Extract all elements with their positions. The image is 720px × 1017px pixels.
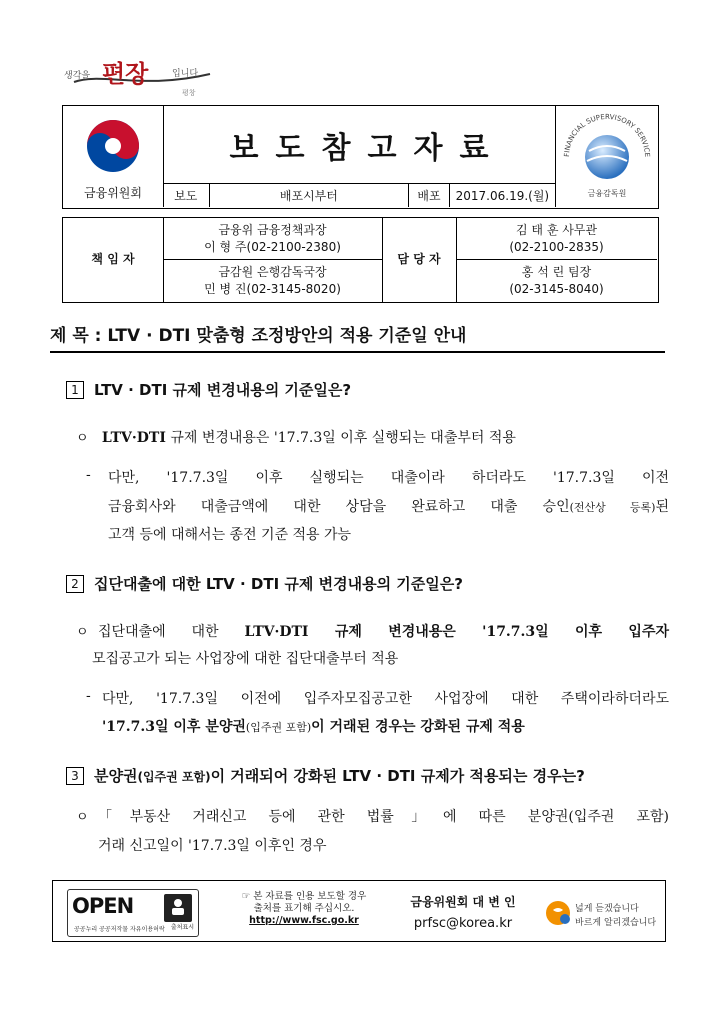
section-2-number: 2 xyxy=(66,575,84,593)
fss-name: 금융감독원 xyxy=(587,189,627,198)
section-3-question-small: (입주권 포함) xyxy=(137,770,211,784)
dash-icon: - xyxy=(86,467,91,483)
kogl-open-badge xyxy=(67,889,199,937)
cont2-name: 홍 석 린 팀장 xyxy=(521,264,592,279)
resp2-name-phone: 민 병 진(02-3145-8020) xyxy=(204,281,341,296)
release-value: 배포시부터 xyxy=(210,184,409,207)
responsible-person-1 xyxy=(163,218,382,259)
responsible-person-2 xyxy=(163,260,382,301)
notice-line2: 출처를 표기해 주십시오. xyxy=(253,903,355,914)
section-2-answer xyxy=(76,621,669,641)
section-2-sub-line2-a: '17.7.3일 이후 분양권 xyxy=(102,719,246,735)
bullet-icon: ㅇ xyxy=(76,810,89,825)
attribution-person-icon xyxy=(164,894,192,922)
cont1-name: 김 태 훈 사무관 xyxy=(516,222,597,237)
contact-person-2 xyxy=(456,260,657,301)
spokesperson-block xyxy=(403,891,523,935)
contact-label: 담 당 자 xyxy=(397,252,441,266)
release-label: 보도 xyxy=(163,184,210,207)
section-2-answer-bold: LTV·DTI 규제 변경내용은 '17.7.3일 이후 입주자 xyxy=(244,624,669,640)
spokesperson-title: 금융위원회 대 변 인 xyxy=(410,895,516,909)
section-2-sub-point xyxy=(86,688,669,708)
subject-heading: 제 목 : LTV · DTI 맞춤형 조정방안의 적용 기준일 안내 xyxy=(50,326,467,346)
section-2-answer-a: 집단대출에 대한 xyxy=(98,624,245,640)
section-2-question-text: 집단대출에 대한 LTV · DTI 규제 변경내용의 기준일은? xyxy=(94,575,463,593)
fss-logo-cell xyxy=(555,106,658,207)
slogan-small-text: 생각을 xyxy=(64,71,91,81)
open-label: OPEN xyxy=(72,894,134,918)
cont2-phone: (02-3145-8040) xyxy=(509,281,604,296)
slogan-sub-text: 입니다 xyxy=(172,69,199,79)
section-3-question xyxy=(66,765,585,786)
fsc-org-name: 금융위원회 xyxy=(84,186,142,200)
responsible-label: 책 임 자 xyxy=(91,252,135,266)
slogan-line2: 바르게 알리겠습니다 xyxy=(575,918,657,928)
section-2-question xyxy=(66,573,463,594)
citation-notice xyxy=(219,891,389,927)
fsc-website-link[interactable]: http://www.fsc.go.kr xyxy=(249,915,359,926)
resp1-name-phone: 이 형 주(02-2100-2380) xyxy=(204,239,341,254)
subject-underline xyxy=(50,351,665,353)
section-2-answer-line2: 모집공고가 되는 사업장에 대한 집단대출부터 적용 xyxy=(92,651,399,667)
dash-icon: - xyxy=(86,688,91,704)
resp2-dept: 금감원 은행감독국장 xyxy=(218,264,327,279)
slogan-line1: 넓게 듣겠습니다 xyxy=(575,904,639,914)
section-3-answer xyxy=(76,806,669,826)
section-2-sub-line2-b: 이 거래된 경우는 강화된 규제 적용 xyxy=(311,719,525,735)
section-1-sub-point xyxy=(86,467,669,487)
bullet-icon: ㅇ xyxy=(76,431,89,446)
section-2-sub-line2-small: (입주권 포함) xyxy=(245,721,312,734)
section-1-question xyxy=(66,379,351,400)
distribution-date: 2017.06.19.(월) xyxy=(455,189,550,203)
section-3-answer-line1: 「부동산 거래신고 등에 관한 법률」에 따른 분양권(입주권 포함) xyxy=(98,809,669,825)
release-info-row xyxy=(163,183,555,207)
section-1-sub-line2 xyxy=(108,496,669,516)
fsc-emblem-icon xyxy=(83,116,143,176)
section-1-question-text: LTV · DTI 규제 변경내용의 기준일은? xyxy=(94,381,352,399)
section-1-number: 1 xyxy=(66,381,84,399)
resp1-dept: 금융위 금융정책과장 xyxy=(218,222,327,237)
section-1-sub-line2-a: 금융회사와 대출금액에 대한 상담을 완료하고 대출 승인 xyxy=(108,499,570,515)
section-1-sub-line3: 고객 등에 대해서는 종전 기준 적용 가능 xyxy=(108,527,352,543)
bullet-icon: ㅇ xyxy=(76,625,89,640)
open-badge-label: 출처표시 xyxy=(170,924,194,931)
section-1-sub-line1: 다만, '17.7.3일 이후 실행되는 대출이라 하더라도 '17.7.3일 이전 xyxy=(108,470,669,486)
fsc-logo-cell xyxy=(63,106,164,207)
fss-ring-text: FINANCIAL SUPERVISORY SERVICE xyxy=(562,112,652,158)
contact-person-1 xyxy=(456,218,657,259)
section-3-question-a: 분양권 xyxy=(94,767,138,785)
section-1-answer-bold: LTV·DTI xyxy=(101,430,166,446)
page-title: 보도참고자료 xyxy=(229,130,506,166)
section-3-number: 3 xyxy=(66,767,84,785)
section-1-answer xyxy=(76,427,516,447)
slogan-foot-text: 평창 xyxy=(182,89,196,97)
slogan-main-text: 편장 xyxy=(102,59,149,88)
speech-bubble-icon xyxy=(545,900,571,926)
open-sub-label: 공공누리 공공저작물 자유이용허락 xyxy=(74,926,165,933)
pyeongchang-slogan-logo xyxy=(62,48,222,98)
section-2-sub-line1: 다만, '17.7.3일 이전에 입주자모집공고한 사업장에 대한 주택이라하더라도 xyxy=(102,691,669,707)
distribution-label: 배포 xyxy=(409,184,450,207)
spokesperson-email[interactable]: prfsc@korea.kr xyxy=(413,916,513,931)
section-3-question-b: 이 거래되어 강화된 LTV · DTI 규제가 적용되는 경우는? xyxy=(210,767,585,785)
section-2-sub-line2 xyxy=(102,716,525,736)
notice-line1: ☞ 본 자료를 인용 보도할 경우 xyxy=(241,891,367,902)
footer-box xyxy=(52,880,666,942)
section-1-sub-line2-small: (전산상 등록) xyxy=(569,501,656,514)
cont1-phone: (02-2100-2835) xyxy=(509,239,604,254)
section-1-sub-line2-b: 된 xyxy=(655,499,669,515)
section-3-answer-line2: 거래 신고일이 '17.7.3일 이후인 경우 xyxy=(98,838,327,854)
press-header xyxy=(62,105,659,209)
section-1-answer-rest: 규제 변경내용은 '17.7.3일 이후 실행되는 대출부터 적용 xyxy=(165,430,516,446)
contact-table xyxy=(62,217,659,303)
listening-slogan-logo xyxy=(545,893,660,933)
